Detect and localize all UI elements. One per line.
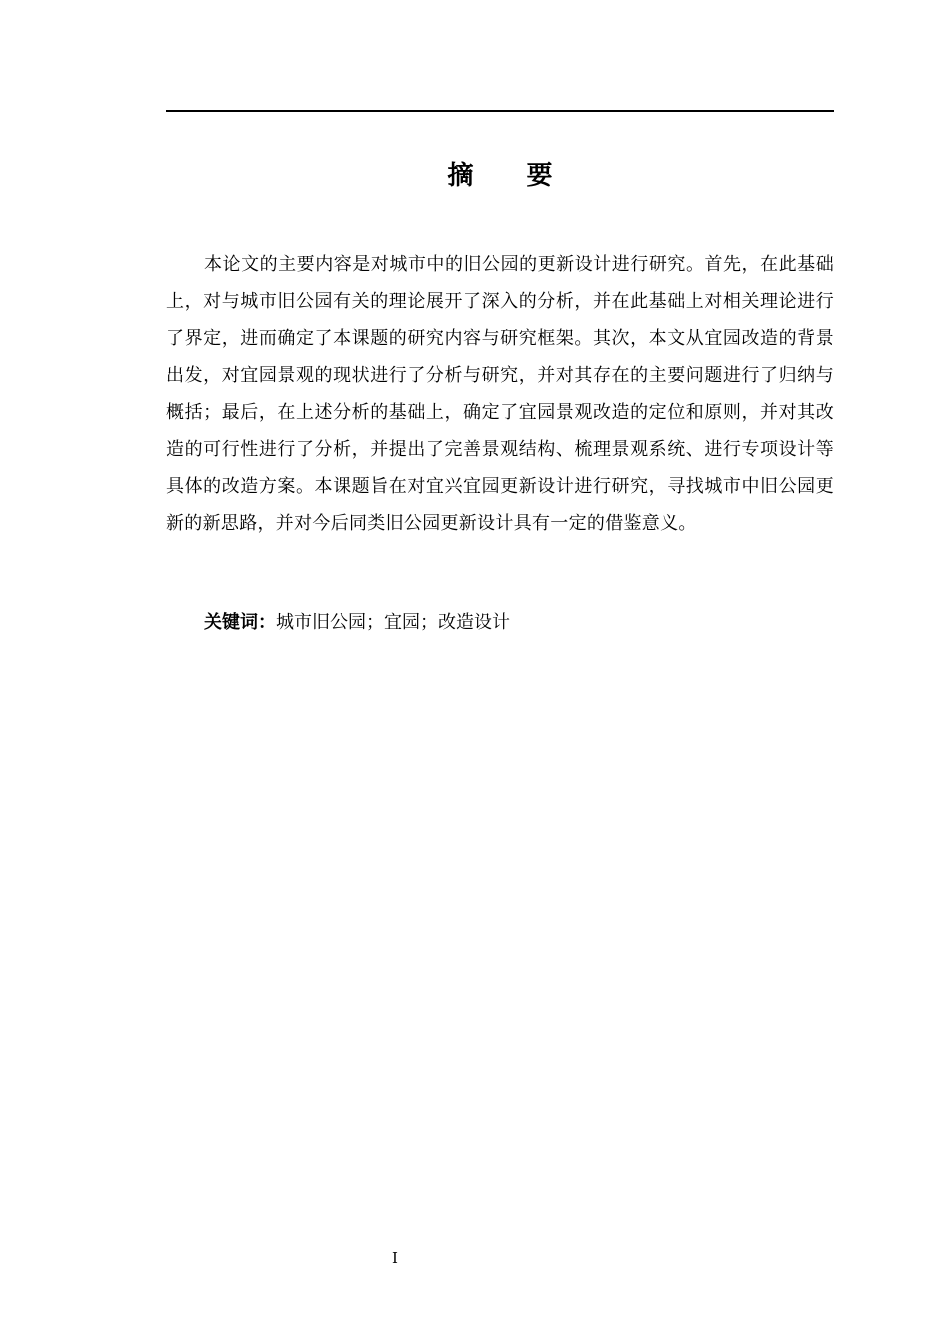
page-number: I <box>392 1249 398 1267</box>
abstract-paragraph: 本论文的主要内容是对城市中的旧公园的更新设计进行研究。首先，在此基础上，对与城市旧公园有关的理论展开了深入的分析，并在此基础上对相关理论进行了界定，进而确定了本课题的研究内容与研究框架。其次，本文从宜园改造的背景出发，对宜园景观的现状进行了分析与研究，并对其存在的主要问题进行了归纳与概括；最后，在上述分析的基础上，确定了宜园景观改造的定位和原则，并对其改造的可行性进行了分析，并提出了完善景观结构、梳理景观系统、进行专项设计等具体的改造方案。本课题旨在对宜兴宜园更新设计进行研究，寻找城市中旧公园更新的新思路，并对今后同类旧公园更新设计具有一定的借鉴意义。 <box>166 254 834 534</box>
keywords-label: 关键词： <box>204 612 276 633</box>
header-rule <box>166 110 834 112</box>
keywords-line <box>204 606 834 640</box>
keywords-text: 城市旧公园；宜园；改造设计 <box>276 612 510 633</box>
page-title: 摘 要 <box>447 161 575 191</box>
